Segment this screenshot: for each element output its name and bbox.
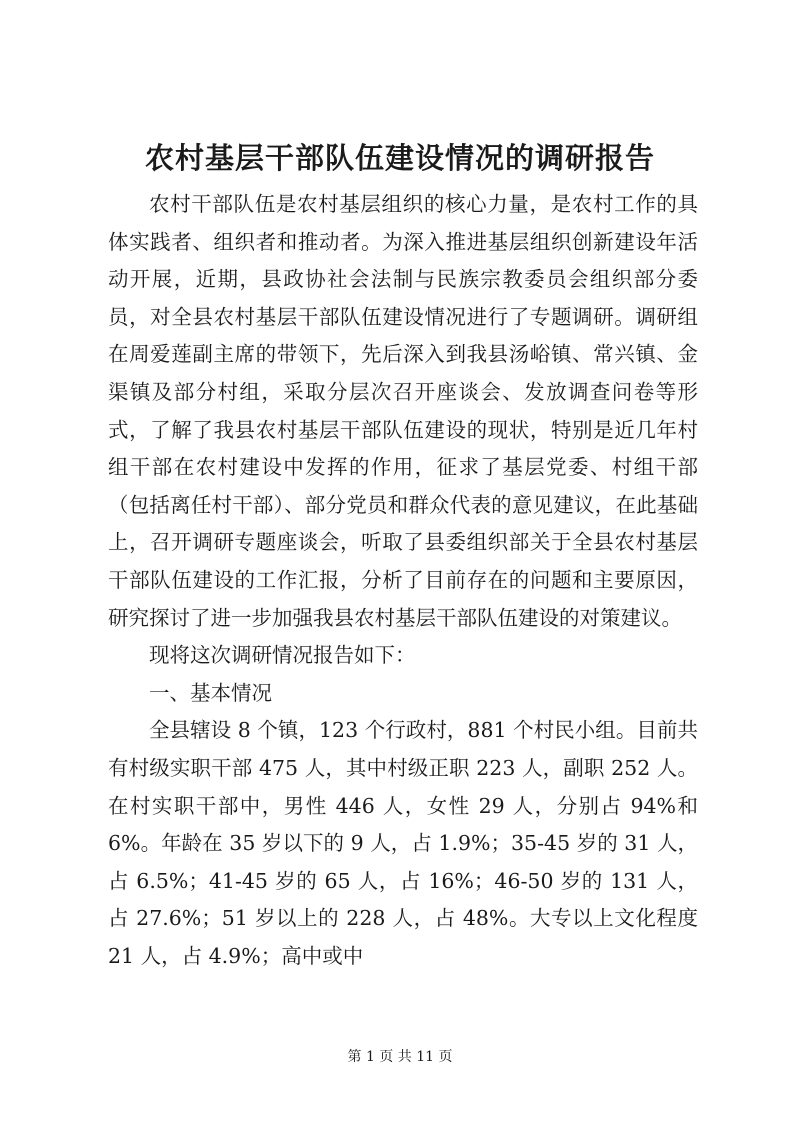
section-heading-basic-situation: 一、基本情况 <box>149 680 272 705</box>
paragraph-report-lead: 现将这次调研情况报告如下： <box>149 643 416 668</box>
paragraph-intro: 农村干部队伍是农村基层组织的核心力量，是农村工作的具体实践者、组织者和推动者。为深入推进基层组织创新建设年活动开展，近期，县政协社会法制与民族宗教委员会组织部分委员，对全县农村基层干部队伍建设情况进行了专题调研。调研组在周爱莲副主席的带领下，先后深入到我县汤峪镇、常兴镇、金渠镇及部分村组，采取分层次召开座谈会、发放调查问卷等形式，了解了我县农村基层干部队伍建设的现状，特别是近几年村组干部在农村建设中发挥的作用，征求了基层党委、村组干部（包括离任村干部）、部分党员和群众代表的意见建议，在此基础上，召开调研专题座谈会，听取了县委组织部关于全县农村基层干部队伍建设的工作汇报，分析了目前存在的问题和主要原因，研究探讨了进一步加强我县农村基层干部队伍建设的对策建议。 <box>108 192 698 630</box>
document-title: 农村基层干部队伍建设情况的调研报告 <box>144 141 655 175</box>
document-body <box>108 186 698 975</box>
page-footer: 第 1 页 共 11 页 <box>347 1049 453 1065</box>
paragraph-statistics: 全县辖设 8 个镇，123 个行政村，881 个村民小组。目前共有村级实职干部 475 人，其中村级正职 223 人，副职 252 人。在村实职干部中，男性 446 人，女性 29 人，分别占 94%和 6%。年龄在 35 岁以下的 9 人，占 1.9%；35-45 岁的 31 人，占 6.5%；41-45 岁的 65 人，占 16%；46-50 岁的 131 人，占 27.6%；51 岁以上的 228 人，占 48%。大专以上文化程度 21 人，占 4.9%；高中或中 <box>108 718 698 968</box>
